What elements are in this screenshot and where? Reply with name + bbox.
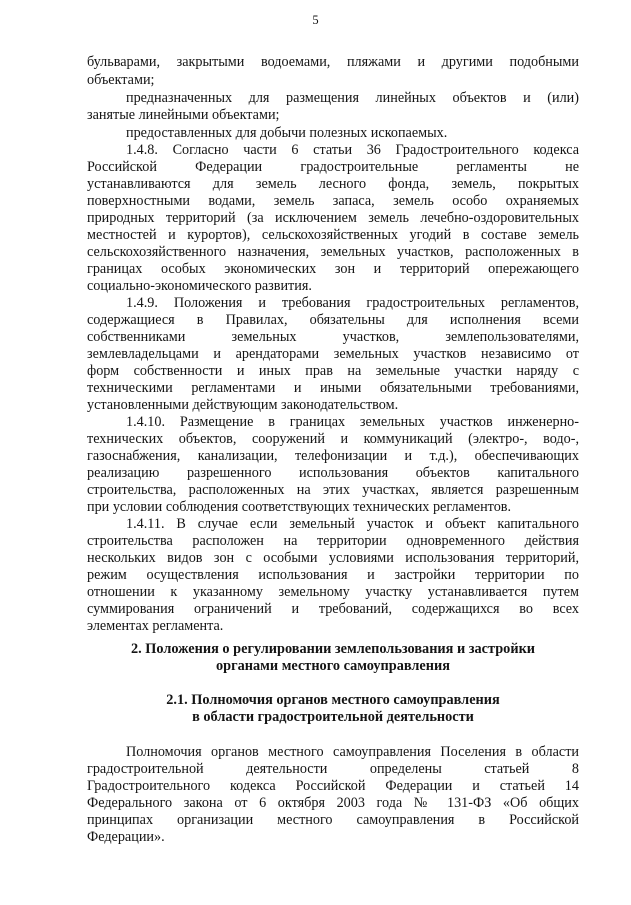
text-line: реализацию разрешенного использования объектов капитального <box>87 465 579 481</box>
text-line: Федерации». <box>87 829 165 845</box>
section-heading: органами местного самоуправления <box>216 658 450 674</box>
text-line: режим осуществления использования и застройки территории по <box>87 567 579 583</box>
text-line: социально-экономического развития. <box>87 278 312 294</box>
text-line: техническими регламентами и иными обязательными требованиями, <box>87 380 579 396</box>
text-line: технических объектов, сооружений и коммуникаций (электро-, водо-, <box>87 431 579 447</box>
subsection-heading: в области градостроительной деятельности <box>192 709 474 725</box>
text-line: 1.4.9. Положения и требования градостроительных регламентов, <box>126 295 579 311</box>
text-line: нескольких видов зон с особыми условиями использования территорий, <box>87 550 579 566</box>
text-line: 1.4.10. Размещение в границах земельных участков инженерно- <box>126 414 579 430</box>
text-line: занятые линейными объектами; <box>87 107 280 123</box>
text-line: при условии соблюдения соответствующих технических регламентов. <box>87 499 512 515</box>
text-line: 1.4.8. Согласно части 6 статьи 36 Градостроительного кодекса <box>126 142 579 158</box>
text-line: строительства, расположенных на этих участках, является разрешенным <box>87 482 579 498</box>
text-line: суммирования ограничений и требований, содержащихся во всех <box>87 601 579 617</box>
text-line: Полномочия органов местного самоуправления Поселения в области <box>126 744 579 760</box>
text-line: предназначенных для размещения линейных объектов и (или) <box>126 90 579 106</box>
section-heading: 2. Положения о регулировании землепользования и застройки <box>130 641 536 657</box>
text-line: строительства расположен на территории одновременного действия <box>87 533 579 549</box>
page-number: 5 <box>312 13 319 27</box>
text-line: поверхностными водами, земель запаса, земель особо охраняемых <box>87 193 579 209</box>
text-line: 1.4.11. В случае если земельный участок и объект капитального <box>126 516 579 532</box>
text-line: установленными действующим законодательством. <box>87 397 399 413</box>
text-line: бульварами, закрытыми водоемами, пляжами и другими подобными <box>87 54 579 70</box>
text-line: элементах регламента. <box>87 618 224 634</box>
text-line: газоснабжения, канализации, телефонизации и т.д.), обеспечивающих <box>87 448 579 464</box>
text-line: границах особых экономических зон и территорий опережающего <box>87 261 579 277</box>
text-line: собственниками земельных участков, землепользователями, <box>87 329 579 345</box>
text-line: устанавливаются для земель лесного фонда, земель, покрытых <box>87 176 579 192</box>
text-line: принципах организации местного самоуправления в Российской <box>87 812 579 828</box>
text-line: объектами; <box>87 72 155 88</box>
text-line: Российской Федерации градостроительные регламенты не <box>87 159 579 175</box>
text-line: форм собственности и иных прав на земельные участки наряду с <box>87 363 579 379</box>
text-line: отношении к указанному земельному участку устанавливается путем <box>87 584 579 600</box>
text-line: содержащиеся в Правилах, обязательны для исполнения всеми <box>87 312 579 328</box>
text-line: землевладельцами и арендаторами земельных участков независимо от <box>87 346 579 362</box>
text-line: Градостроительного кодекса Российской Федерации и статьей 14 <box>87 778 579 794</box>
text-line: сельскохозяйственного назначения, земельных участков, расположенных в <box>87 244 579 260</box>
text-line: предоставленных для добычи полезных ископаемых. <box>126 125 448 141</box>
text-line: градостроительной деятельности определены статьей 8 <box>87 761 579 777</box>
subsection-heading: 2.1. Полномочия органов местного самоуправления <box>166 692 500 708</box>
text-line: местностей и курортов), сельскохозяйственных угодий в составе земель <box>87 227 579 243</box>
text-line: природных территорий (за исключением земель лечебно-оздоровительных <box>87 210 579 226</box>
text-line: Федерального закона от 6 октября 2003 года № 131-ФЗ «Об общих <box>87 795 579 811</box>
